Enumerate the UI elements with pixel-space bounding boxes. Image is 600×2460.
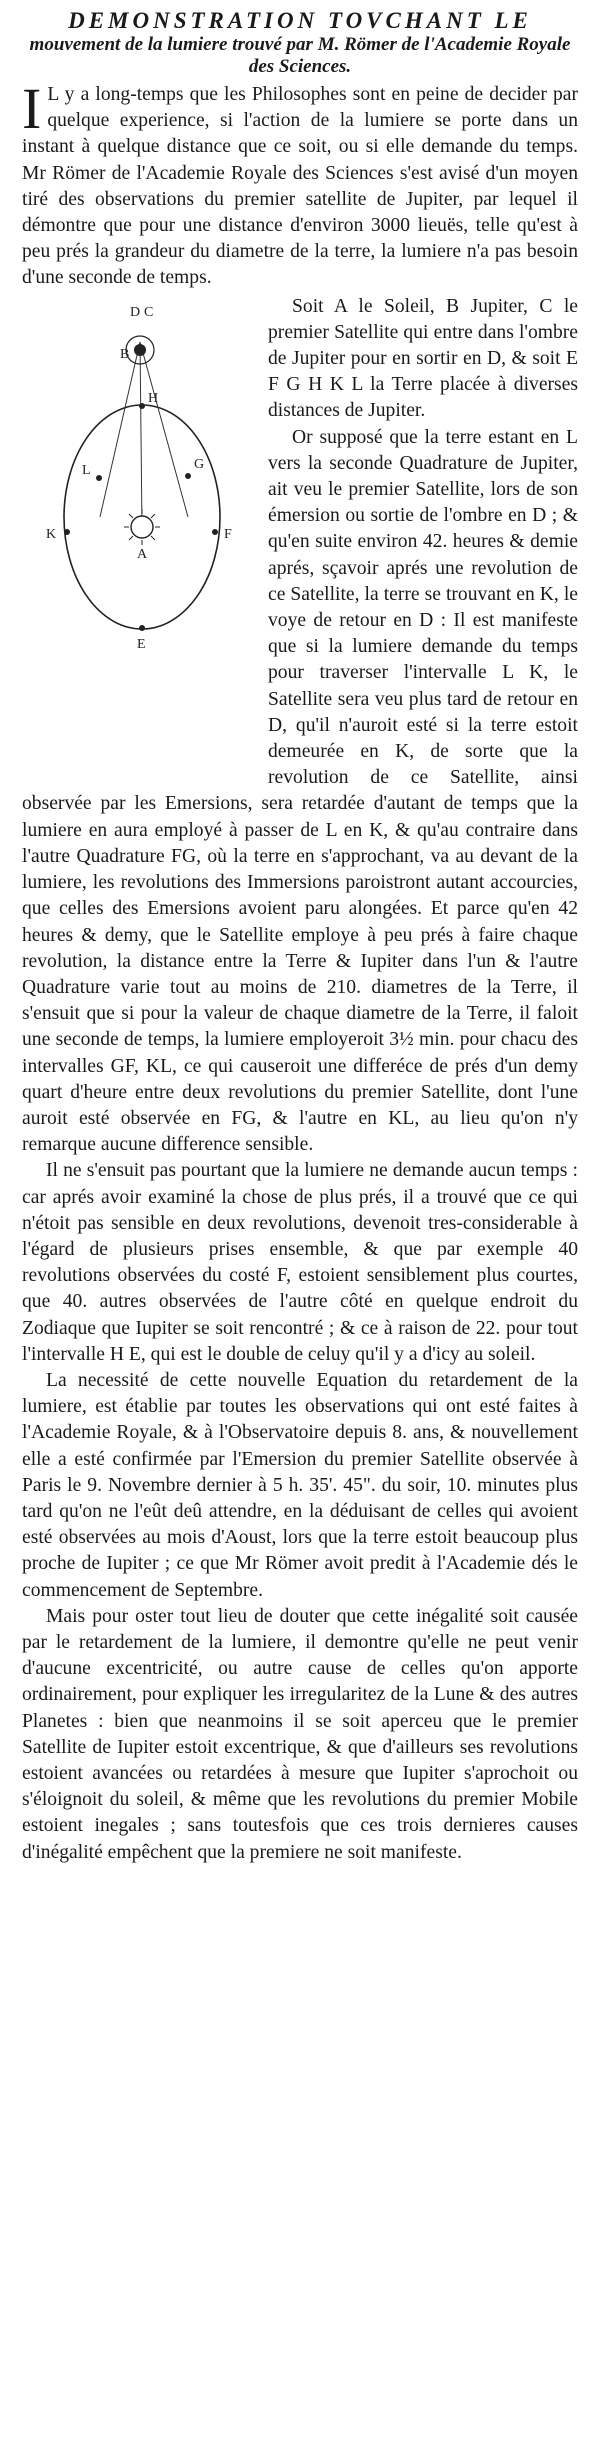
- earth-G-marker: [185, 473, 191, 479]
- label-d: D: [130, 304, 141, 320]
- earth-E-marker: [139, 625, 145, 631]
- sun-body: [131, 516, 153, 538]
- label-g: G: [194, 456, 205, 472]
- paragraph-intro: I L y a long-temps que les Philosophes sont en peine de decider par quelque experience, si l'action de la lumiere se porte dans un instant à quelque distance que ce soit, ou si elle demande du temps. Mr Römer de l'Academie Royale des Sciences s'est avisé d'un moyen tiré des observations du premier satellite de Jupiter, par lequel il démontre que pour une distance d'environ 3000 lieuës, telle qu'est à peu prés la grandeur du diametre de la terre, la lumiere n'a pas besoin d'une seconde de temps.: [22, 76, 578, 289]
- label-a: A: [137, 546, 148, 562]
- page-subtitle: mouvement de la lumiere trouvé par M. Römer de l'Academie Royale des Sciences.: [29, 34, 571, 77]
- paragraph-observation: Il ne s'ensuit pas pourtant que la lumiere ne demande aucun temps : car aprés avoir examiné la chose de plus prés, il a trouvé que ce qui n'étoit pas sensible en deux revolutions, devenoit tres-considerable à l'égard de plusieurs prises ensemble, & que par exemple 40 revolutions observées du costé F, estoient sensiblement plus courtes, que 40. autres observées de l'autre côté en quelque endroit du Zodiaque que Iupiter se soit rencontré ; & ce à raison de 22. pour tout l'intervalle H E, qui est le double de celuy qu'il y a d'icy au soleil.: [22, 1160, 578, 1365]
- label-c: C: [144, 304, 154, 320]
- label-f: F: [224, 526, 232, 542]
- page: [22, 8, 578, 1866]
- label-h: H: [148, 390, 159, 406]
- orbit-diagram: [40, 302, 250, 777]
- paragraph-argument: Or supposé que la terre estant en L vers la seconde Quadrature de Jupiter, ait veu le premier Satellite, lors de son émersion ou sortie de l'ombre en D ; & qu'en suite environ 42. heures & demie aprés, sçavoir aprés une revolution de ce Satellite, la terre se trouvant en K, le voye de retour en D : Il est manifeste que si la lumiere demande du temps pour traverser l'intervalle L K, le Satellite sera veu plus tard de retour en D, qu'il n'auroit esté si la terre estoit demeurée en K, de sorte que la revolution de ce Satellite, ainsi observée par les Emersions, sera retardée d'autant de temps que la lumiere en aura employé à passer de L en K, & qu'au contraire dans l'autre Quadrature FG, où la terre en s'approchant, va au devant de la lumiere, les revolutions des Immersions paroistront autant accourcies, que celles des Emersions avoient paru alongées. Et parce qu'en 42 heures & demy, que le Satellite employe à peu prés à faire chaque revolution, la distance entre la Terre & Iupiter dans l'un & l'autre Quadrature varie tout au moins de 210. diametres de la Terre, il s'ensuit que si pour la valeur de chaque diametre de la Terre, il faloit une seconde de temps, la lumiere employeroit 3½ min. pour chacu des intervalles GF, KL, ce qui causeroit une differéce de prés d'un demy quart d'heure entre deux revolutions du premier Satellite, dont l'une auroit esté observée en FG, & l'autre en KL, au lieu qu'on n'y remarque aucune difference sensible.: [22, 426, 578, 1156]
- paragraph-confirmation: La necessité de cette nouvelle Equation du retardement de la lumiere, est établie par toutes les observations qui ont esté faites à l'Academie Royale, & à l'Observatoire depuis 8. ans, & nouvellement elle a esté confirmée par l'Emersion du premier Satellite observée à Paris le 9. Novembre dernier à 5 h. 35'. 45". du soir, 10. minutes plus tard qu'on ne l'eût deû attendre, en la déduisant de celles qui avoient esté observées au mois d'Aoust, lors que la terre estoit beaucoup plus proche de Iupiter ; ce que Mr Römer avoit predit à l'Academie dés le commencement de Septembre.: [22, 1369, 578, 1601]
- earth-F-marker: [212, 529, 218, 535]
- shadow-line-left: [100, 342, 140, 517]
- shadow-line-right: [140, 342, 188, 517]
- paragraph-conclusion: Mais pour oster tout lieu de douter que cette inégalité soit causée par le retardement de la lumiere, il demontre qu'elle ne peut venir d'aucune excentricité, ou autre cause de celles qu'on apporte ordinairement, pour expliquer les irregularitez de la Lune & des autres Planetes : bien que neanmoins il se soit aperceu que le premier Satellite de Iupiter estoit excentrique, & que d'ailleurs ses revolutions estoient avancées ou retardées à mesure que Iupiter s'aprochoit ou s'éloignoit du soleil, & même que les revolutions du premier Mobile estoient inegales ; sans toutesfois que ces trois dernieres causes d'inégalité empêchent que la premiere ne soit manifeste.: [22, 1605, 578, 1863]
- paragraph-definitions: Soit A le Soleil, B Jupiter, C le premier Satellite qui entre dans l'ombre de Jupiter pour en sortir en D, & soit E F G H K L la Terre placée à diverses distances de Jupiter.: [268, 295, 578, 422]
- earth-K-marker: [64, 529, 70, 535]
- label-l: L: [82, 462, 91, 478]
- label-e: E: [137, 636, 146, 652]
- drop-cap: I: [22, 76, 42, 141]
- jupiter-body: [134, 344, 146, 356]
- earth-L-marker: [96, 475, 102, 481]
- earth-H-marker: [139, 403, 145, 409]
- label-k: K: [46, 526, 57, 542]
- label-b: B: [120, 346, 130, 362]
- page-title: DEMONSTRATION TOVCHANT LE: [68, 8, 532, 33]
- center-axis: [140, 342, 142, 527]
